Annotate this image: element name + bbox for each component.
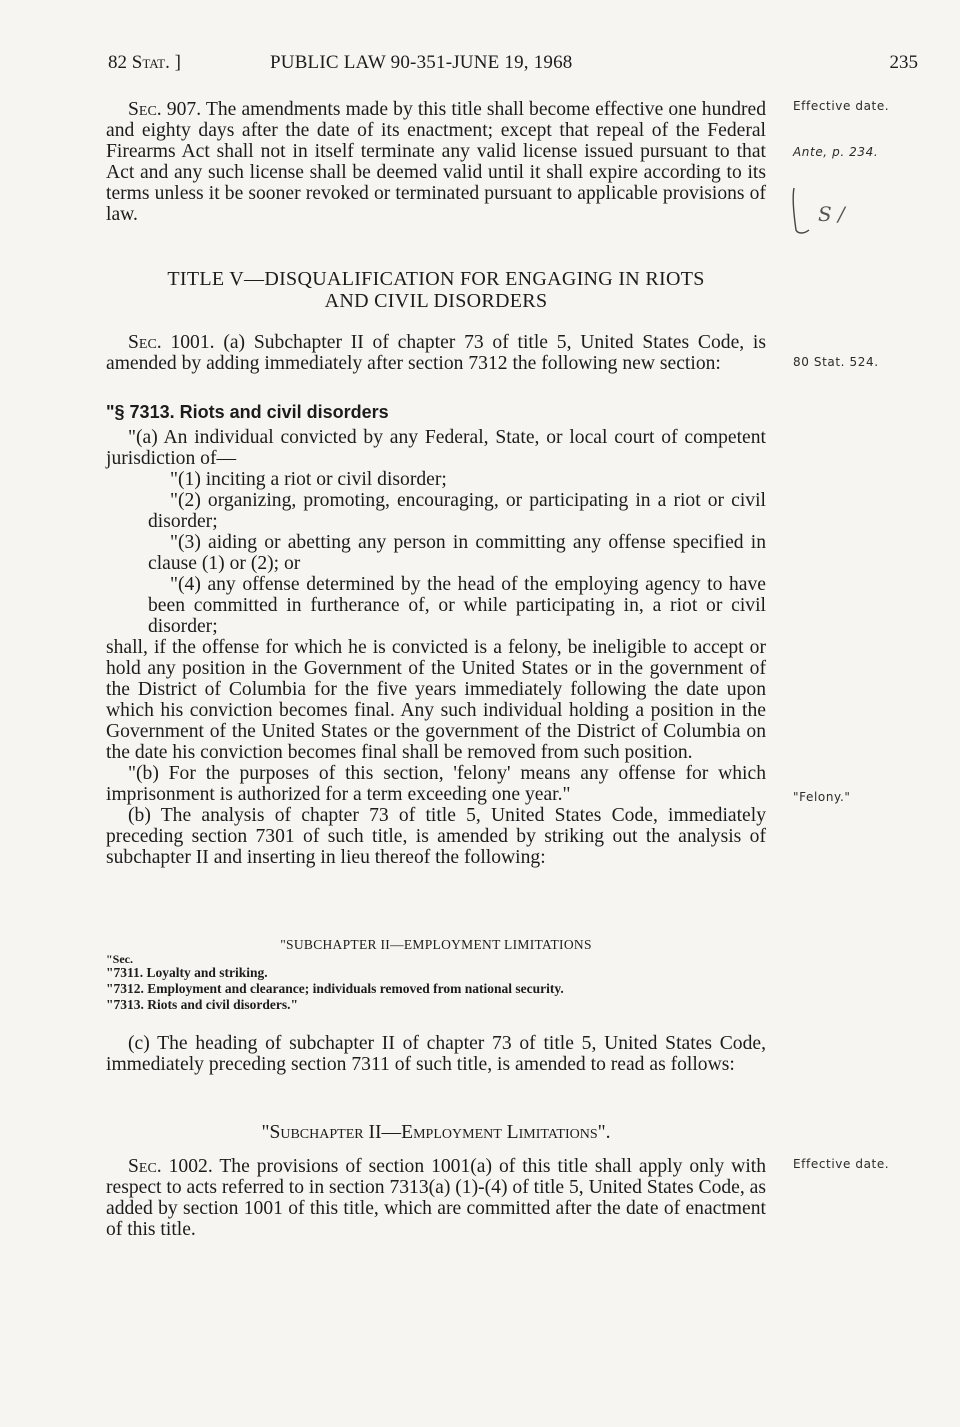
subchapter-heading-block [106,1122,766,1143]
margin-note-stat-524: 80 Stat. 524. [793,355,879,369]
section-label: Sec. 1002. [128,1156,213,1177]
clause-4: "(4) any offense determined by the head of the employing agency to have been committed in furtherance of, or while participating in, a riot or civil disorder; [148,574,766,637]
title-line-2: AND CIVIL DISORDERS [324,290,548,312]
section-907 [106,99,766,225]
handwritten-mark: S / [818,202,845,226]
title-v-heading [106,268,766,312]
ineligibility-paragraph: shall, if the offense for which he is convicted is a felony, be ineligible to accept or hold any position in the Government of the United States or in the government of the District of Columbia for the five years immediately following the date upon which his conviction becomes final. Any such individual holding a position in the Government of the United States or the government of the District of Columbia on the date his conviction becomes final shall be removed from such position. [106,637,766,763]
subchapter-heading: "Subchapter II—Employment Limitations". [261,1122,611,1143]
analysis-row-7313: "7313. Riots and civil disorders." [106,997,298,1012]
analysis-title: "SUBCHAPTER II—EMPLOYMENT LIMITATIONS [280,937,592,952]
paragraph-b-analysis: (b) The analysis of chapter 73 of title 5, United States Code, immediately preceding section 7301 of such title, is amended by striking out the analysis of subchapter II and inserting in lieu thereof the following: [106,805,766,868]
clause-3: "(3) aiding or abetting any person in committing any offense specified in clause (1) or (2); or [148,532,766,574]
section-label: Sec. 907. [128,99,202,120]
section-text: The provisions of section 1001(a) of this title shall apply only with respect to acts referred to in section 7313(a) (1)-(4) of title 5, United States Code, as added by section 1001 of this title, which are committed after the date of enactment of this title. [106,1156,766,1240]
section-1001 [106,332,766,374]
statute-reference: 82 Stat. ] [108,52,181,73]
clause-2: "(2) organizing, promoting, encouraging, or participating in a riot or civil disorder; [148,490,766,532]
margin-note-effective-date-2: Effective date. [793,1157,890,1171]
analysis-row-7311: "7311. Loyalty and striking. [106,965,268,980]
paragraph-c [106,1033,766,1075]
subsection-a-intro: "(a) An individual convicted by any Federal, State, or local court of competent jurisdiction of— [106,427,766,469]
page-header [108,52,918,80]
section-1002 [106,1156,766,1240]
handwritten-bracket-icon [782,186,810,236]
margin-note-ante: Ante, p. 234. [793,145,879,159]
margin-note-effective-date: Effective date. [793,99,890,113]
paragraph-c-text: (c) The heading of subchapter II of chapter 73 of title 5, United States Code, immediately preceding section 7311 of such title, is amended to read as follows: [106,1033,766,1075]
title-line-1: TITLE V—DISQUALIFICATION FOR ENGAGING IN RIOTS [167,268,705,290]
law-title: PUBLIC LAW 90-351-JUNE 19, 1968 [270,52,573,73]
section-label: Sec. 1001. [128,332,215,353]
clause-1: "(1) inciting a riot or civil disorder; [170,469,447,490]
section-text: (a) Subchapter II of chapter 73 of title 5, United States Code, is amended by adding immediately after section 7312 the following new section: [106,332,766,374]
analysis-row-7312: "7312. Employment and clearance; individuals removed from national security. [106,981,564,996]
subsection-b-felony: "(b) For the purposes of this section, 'felony' means any offense for which imprisonment is authorized for a term exceeding one year." [106,763,766,805]
section-heading: "§ 7313. Riots and civil disorders [106,402,389,422]
page-number: 235 [889,52,918,73]
section-text: The amendments made by this title shall become effective one hundred and eighty days after the date of its enactment; except that repeal of the Federal Firearms Act shall not in itself terminate any valid license issued pursuant to that Act and any such license shall be deemed valid until it shall expire according to its terms unless it be sooner revoked or terminated pursuant to applicable provisions of law. [106,99,767,225]
subchapter-analysis [106,937,766,1013]
margin-note-felony: "Felony." [793,790,851,804]
section-7313 [106,402,766,868]
analysis-sec-label: "Sec. [106,952,133,966]
